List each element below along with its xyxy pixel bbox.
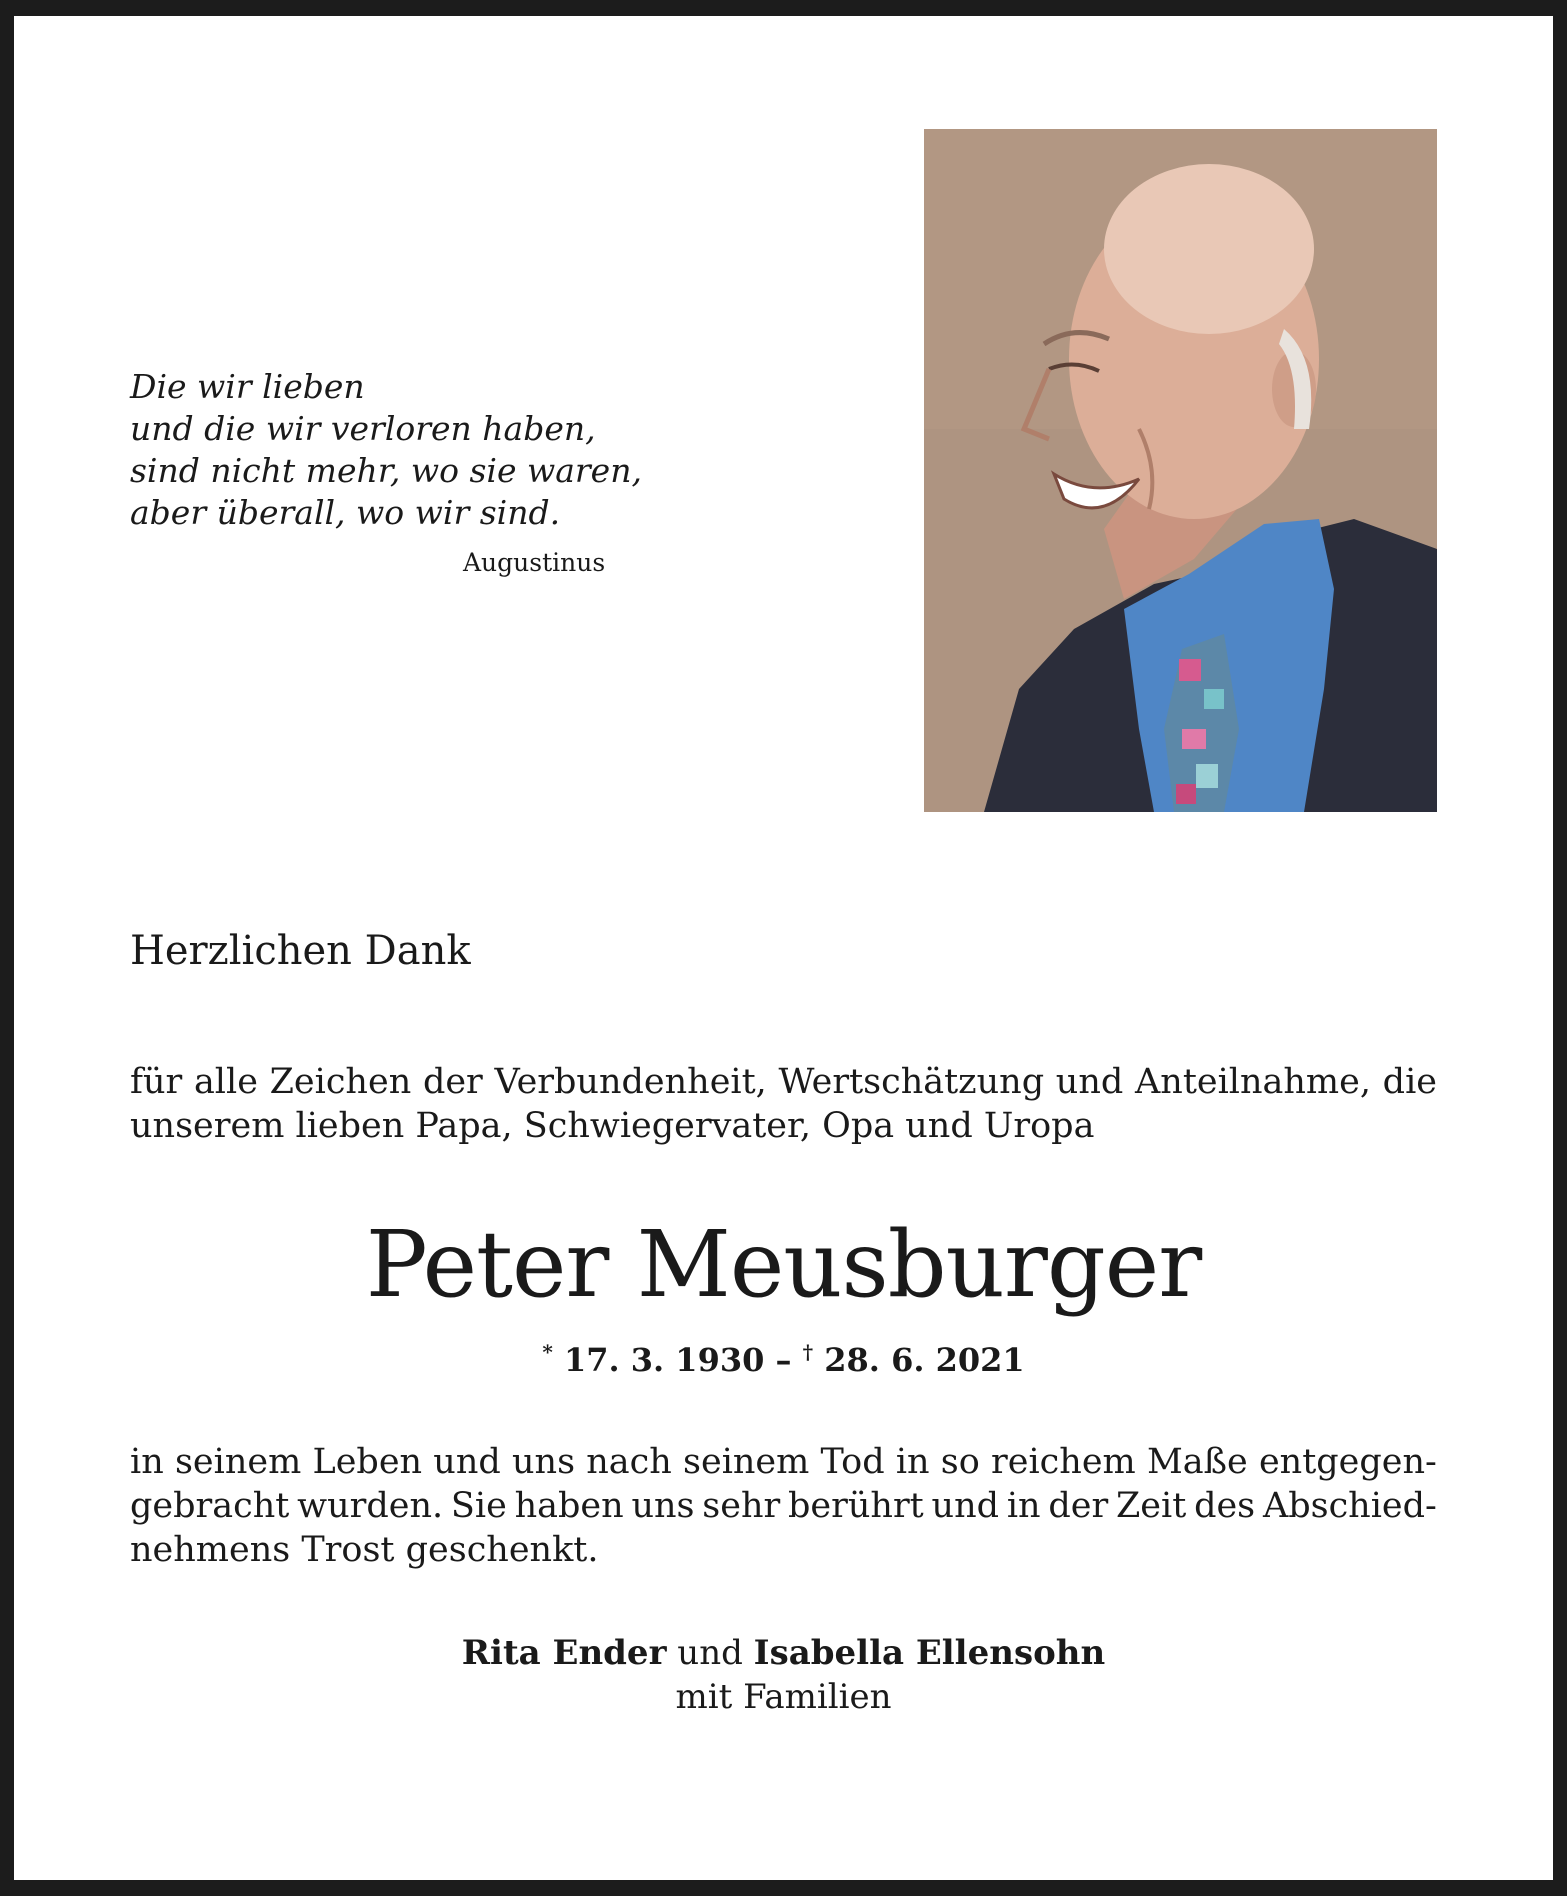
portrait-illustration	[924, 129, 1437, 812]
quote-block	[130, 366, 642, 534]
word: für	[130, 1062, 183, 1102]
quote-line: Die wir lieben	[130, 367, 365, 406]
justified-line	[130, 1440, 1437, 1484]
word: und	[433, 1442, 501, 1482]
quote-line: sind nicht mehr, wo sie waren,	[130, 451, 642, 490]
word: in	[1006, 1486, 1041, 1526]
word: Anteilnahme,	[1135, 1062, 1371, 1102]
date-separator: –	[764, 1341, 803, 1379]
life-dates	[0, 1340, 1567, 1379]
word: alle	[193, 1062, 258, 1102]
word: so	[940, 1442, 980, 1482]
word: Sie	[450, 1486, 507, 1526]
closing-paragraph	[130, 1440, 1437, 1572]
birth-date: 17. 3. 1930	[563, 1341, 765, 1379]
signers-family: mit Familien	[675, 1677, 892, 1717]
quote-author: Augustinus	[463, 548, 606, 577]
word: des	[1194, 1486, 1256, 1526]
thanks-heading: Herzlichen Dank	[130, 928, 471, 974]
word: Abschied-	[1262, 1486, 1437, 1526]
birth-symbol: *	[542, 1340, 553, 1364]
word: der	[422, 1062, 483, 1102]
word: wurden.	[297, 1486, 444, 1526]
word: uns	[512, 1442, 576, 1482]
word: reichem	[991, 1442, 1136, 1482]
word: und	[1055, 1062, 1124, 1102]
justified-line	[130, 1060, 1437, 1104]
word: Wertschätzung	[778, 1062, 1045, 1102]
signers-line	[0, 1632, 1567, 1674]
word: Verbundenheit,	[494, 1062, 767, 1102]
word: in	[130, 1442, 164, 1482]
word: und	[931, 1486, 1000, 1526]
thanks-paragraph	[130, 1060, 1437, 1148]
text-line: unserem lieben Papa, Schwiegervater, Opa und Uropa	[130, 1106, 1095, 1146]
word: seinem	[683, 1442, 810, 1482]
word: in	[895, 1442, 930, 1482]
death-date: 28. 6. 2021	[824, 1341, 1025, 1379]
word: berührt	[788, 1486, 924, 1526]
word: Zeit	[1115, 1486, 1187, 1526]
word: haben	[514, 1486, 624, 1526]
signer-name: Rita Ender	[461, 1633, 667, 1673]
portrait-photo	[924, 129, 1437, 812]
justified-line	[130, 1484, 1437, 1528]
word: nach	[586, 1442, 672, 1482]
signer-name: Isabella Ellensohn	[753, 1633, 1106, 1673]
word: Maße	[1146, 1442, 1248, 1482]
quote-line: und die wir verloren haben,	[130, 409, 596, 448]
word: Zeichen	[269, 1062, 412, 1102]
text-line: nehmens Trost geschenkt.	[130, 1530, 599, 1570]
word: die	[1382, 1062, 1437, 1102]
deceased-name: Peter Meusburger	[365, 1211, 1202, 1318]
word: uns	[631, 1486, 695, 1526]
word: sehr	[702, 1486, 781, 1526]
word: der	[1048, 1486, 1109, 1526]
word: Leben	[312, 1442, 423, 1482]
death-symbol: †	[802, 1340, 814, 1364]
quote-line: aber überall, wo wir sind.	[130, 493, 561, 532]
word: gebracht	[130, 1486, 290, 1526]
word: Tod	[820, 1442, 885, 1482]
signer-conjunction: und	[666, 1633, 754, 1673]
word: entgegen-	[1258, 1442, 1437, 1482]
word: seinem	[174, 1442, 302, 1482]
